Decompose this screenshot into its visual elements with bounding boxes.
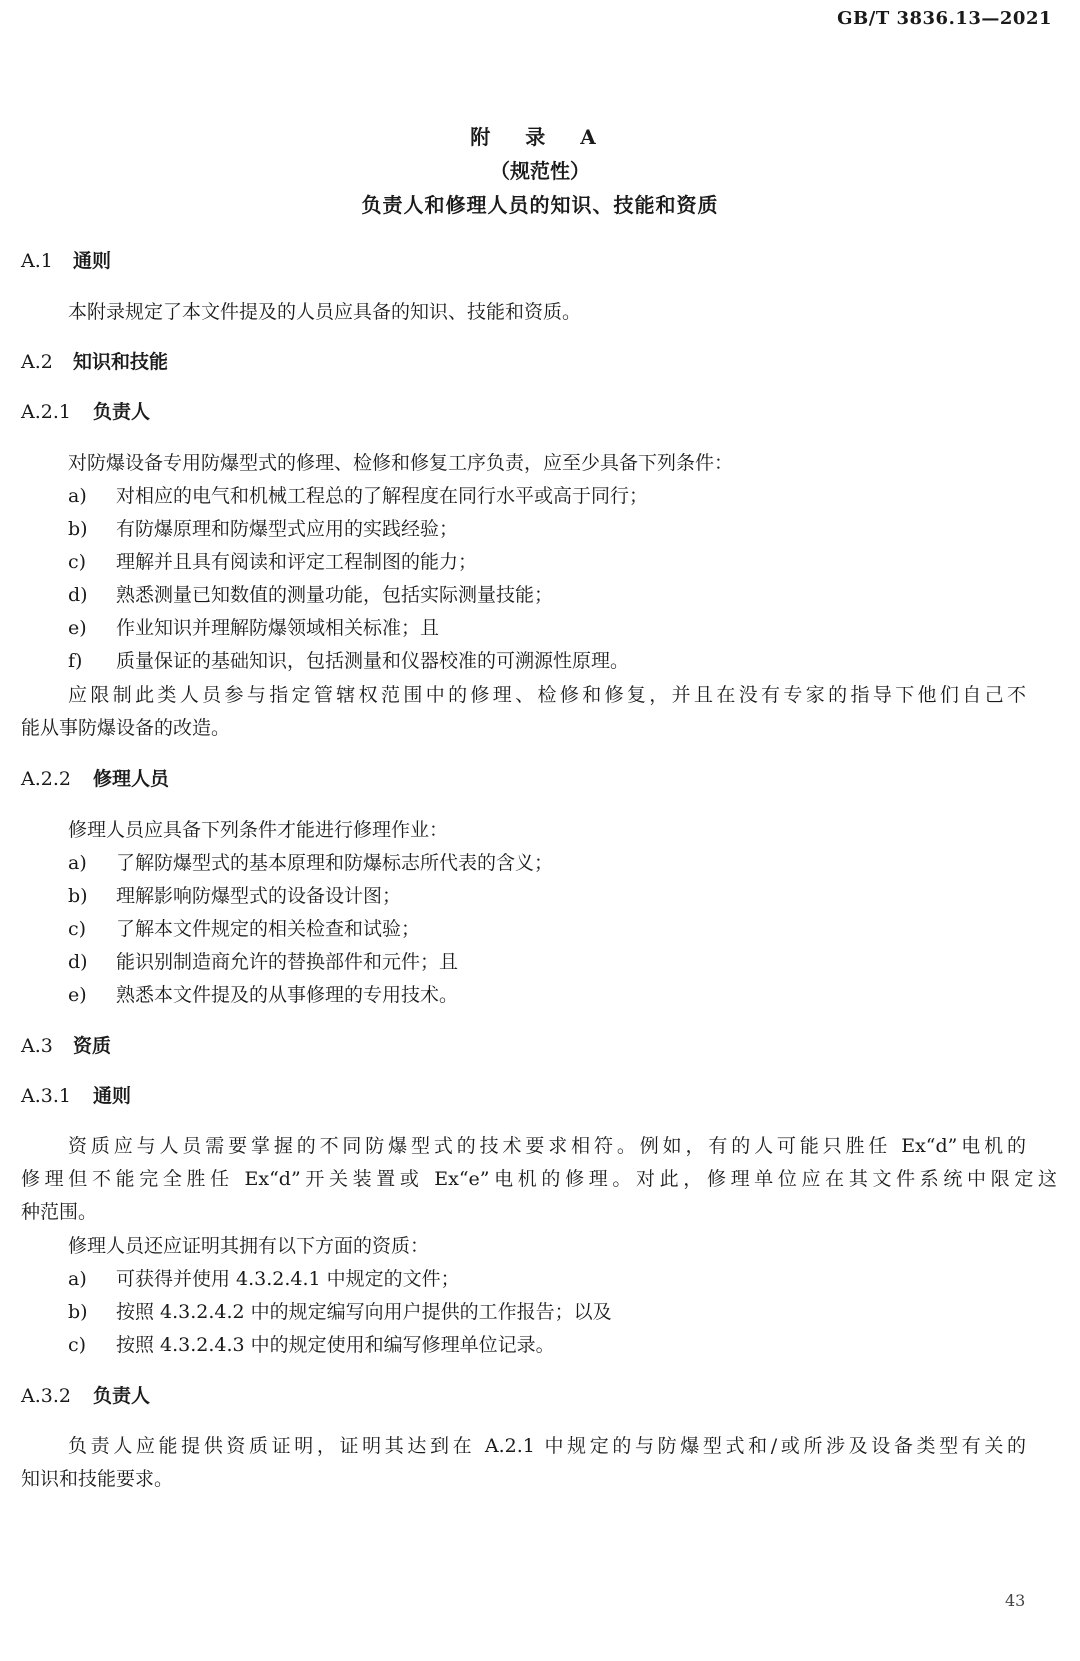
section-heading-a1 bbox=[21, 248, 111, 274]
section-number: A.3.2 bbox=[21, 1385, 71, 1407]
paragraph: 资质应与人员需要掌握的不同防爆型式的技术要求相符。例如，有的人可能只胜任 Ex“d”电机的 bbox=[68, 1135, 1026, 1157]
list-item: e) 熟悉本文件提及的从事修理的专用技术。 bbox=[68, 984, 459, 1006]
section-heading-a2-2 bbox=[21, 766, 169, 792]
paragraph: 修理人员应具备下列条件才能进行修理作业： bbox=[68, 819, 449, 841]
section-heading-a2-1 bbox=[21, 399, 150, 425]
section-heading-a3-1 bbox=[21, 1083, 131, 1109]
section-number: A.3 bbox=[21, 1035, 53, 1057]
list-item: b) 有防爆原理和防爆型式应用的实践经验； bbox=[68, 518, 459, 540]
section-number: A.2.2 bbox=[21, 768, 71, 790]
paragraph-continuation: 能从事防爆设备的改造。 bbox=[21, 717, 231, 739]
list-item: b) 按照 4.3.2.4.2 中的规定编写向用户提供的工作报告；以及 bbox=[68, 1301, 612, 1323]
paragraph-continuation: 知识和技能要求。 bbox=[21, 1468, 174, 1490]
section-title: 负责人 bbox=[93, 1385, 151, 1407]
list-item: b) 理解影响防爆型式的设备设计图； bbox=[68, 885, 402, 907]
section-heading-a3-2 bbox=[21, 1383, 150, 1409]
section-title: 资质 bbox=[73, 1035, 112, 1057]
list-item: a) 可获得并使用 4.3.2.4.1 中规定的文件； bbox=[68, 1268, 460, 1290]
appendix-normative-tag: （规范性） bbox=[490, 159, 590, 183]
section-title: 通则 bbox=[73, 250, 112, 272]
section-heading-a3 bbox=[21, 1033, 111, 1059]
section-title: 知识和技能 bbox=[73, 351, 169, 373]
section-number: A.1 bbox=[21, 250, 53, 272]
list-item: f) 质量保证的基础知识，包括测量和仪器校准的可溯源性原理。 bbox=[68, 650, 630, 672]
section-number: A.3.1 bbox=[21, 1085, 71, 1107]
appendix-title: 负责人和修理人员的知识、技能和资质 bbox=[361, 193, 719, 217]
paragraph: 负责人应能提供资质证明，证明其达到在 A.2.1 中规定的与防爆型式和/或所涉及设备类型有关的 bbox=[68, 1435, 1026, 1457]
section-number: A.2.1 bbox=[21, 401, 71, 423]
section-title: 通则 bbox=[93, 1085, 132, 1107]
paragraph-continuation: 种范围。 bbox=[21, 1201, 98, 1223]
list-item: c) 理解并且具有阅读和评定工程制图的能力； bbox=[68, 551, 478, 573]
appendix-title-block bbox=[0, 120, 1080, 222]
page-number: 43 bbox=[1005, 1591, 1026, 1610]
list-item: c) 了解本文件规定的相关检查和试验； bbox=[68, 918, 421, 940]
list-item: a) 对相应的电气和机械工程总的了解程度在同行水平或高于同行； bbox=[68, 485, 649, 507]
list-item: d) 能识别制造商允许的替换部件和元件；且 bbox=[68, 951, 459, 973]
standard-number: GB/T 3836.13—2021 bbox=[837, 8, 1052, 29]
paragraph: 修理人员还应证明其拥有以下方面的资质： bbox=[68, 1235, 430, 1257]
paragraph: 应限制此类人员参与指定管辖权范围中的修理、检修和修复，并且在没有专家的指导下他们自己不 bbox=[68, 684, 1026, 706]
list-item: e) 作业知识并理解防爆领域相关标准；且 bbox=[68, 617, 440, 639]
list-item: d) 熟悉测量已知数值的测量功能，包括实际测量技能； bbox=[68, 584, 554, 606]
section-title: 负责人 bbox=[93, 401, 151, 423]
paragraph-continuation: 修理但不能完全胜任 Ex“d”开关装置或 Ex“e”电机的修理。对此，修理单位应在其文件系统中限定这 bbox=[21, 1168, 1057, 1190]
list-item: c) 按照 4.3.2.4.3 中的规定使用和编写修理单位记录。 bbox=[68, 1334, 555, 1356]
section-number: A.2 bbox=[21, 351, 53, 373]
paragraph: 本附录规定了本文件提及的人员应具备的知识、技能和资质。 bbox=[68, 301, 582, 323]
appendix-label: 附 录 A bbox=[470, 125, 610, 149]
section-heading-a2 bbox=[21, 349, 168, 375]
paragraph: 对防爆设备专用防爆型式的修理、检修和修复工序负责，应至少具备下列条件： bbox=[68, 452, 734, 474]
list-item: a) 了解防爆型式的基本原理和防爆标志所代表的含义； bbox=[68, 852, 554, 874]
section-title: 修理人员 bbox=[93, 768, 170, 790]
